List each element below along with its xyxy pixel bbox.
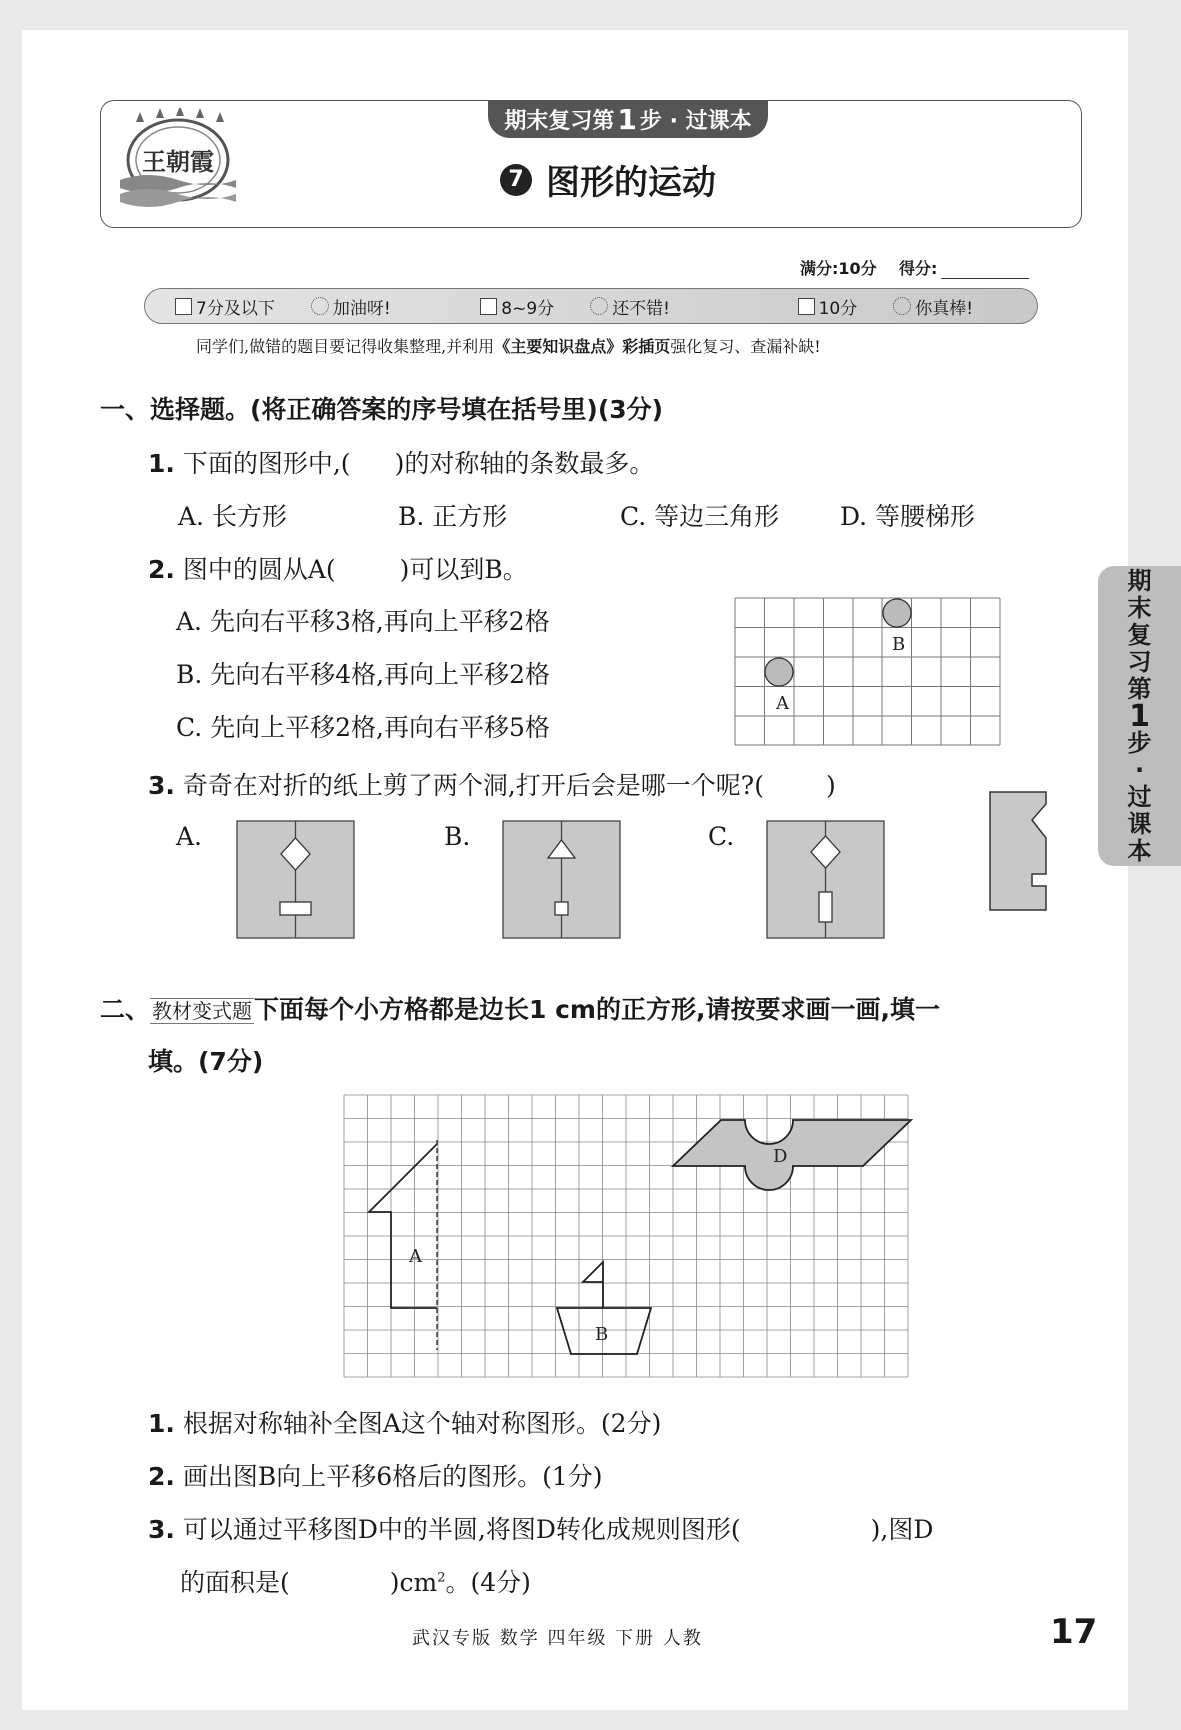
section2-tag: 教材变式题	[152, 999, 253, 1023]
side-tab-char: ·	[1134, 755, 1145, 784]
question-text: 的面积是(	[180, 1568, 290, 1597]
grid-figure-q2	[734, 597, 1004, 747]
score-line	[800, 256, 1029, 279]
note-bold: 《主要知识盘点》彩插页	[494, 337, 671, 356]
page-title: 图形的运动	[546, 163, 716, 203]
eval-comment: 你真棒!	[915, 298, 974, 319]
question-2-3-line2	[180, 1563, 531, 1599]
side-tab-char: 过	[1127, 782, 1152, 811]
question-1-2	[148, 550, 528, 586]
question-2-3	[148, 1510, 933, 1546]
eval-comment: 加油呀!	[332, 298, 391, 319]
section2-prefix: 二、	[100, 995, 151, 1024]
side-tab-char: 课	[1127, 809, 1152, 838]
figure-d	[673, 1120, 911, 1190]
question-text: ),图D	[870, 1515, 934, 1544]
label-a: A	[409, 1246, 422, 1267]
side-tab-char: 期	[1127, 566, 1152, 595]
option-a: A. 长方形	[178, 502, 287, 531]
option-a: A.	[176, 822, 203, 851]
smiley-icon	[590, 297, 608, 315]
figure-b-flag	[583, 1262, 603, 1308]
step-banner	[488, 100, 768, 138]
eval-checkbox[interactable]	[480, 298, 497, 315]
side-tab-char: 第	[1127, 674, 1152, 703]
question-1-1	[148, 444, 654, 480]
banner-step: 1	[617, 102, 637, 136]
question-text: 。(4分)	[445, 1568, 531, 1597]
note-text-end: 强化复习、查漏补缺!	[670, 337, 821, 356]
choice-figure-b	[502, 820, 622, 940]
side-tab-char: 步	[1127, 728, 1152, 757]
question-text: 画出图B向上平移6格后的图形。(1分)	[182, 1462, 603, 1491]
label-b: B	[595, 1324, 609, 1345]
eval-range: 8~9分	[501, 298, 555, 319]
banner-prefix: 期末复习第	[504, 108, 615, 134]
option-c: C.	[708, 822, 735, 851]
section1-heading: 一、选择题。(将正确答案的序号填在括号里)(3分)	[100, 395, 664, 424]
option-b: B.	[444, 822, 471, 851]
option-b: B. 先向右平移4格,再向上平移2格	[176, 660, 551, 689]
eval-item	[175, 294, 462, 319]
question-text: 奇奇在对折的纸上剪了两个洞,打开后会是哪一个呢?(	[182, 771, 764, 800]
option-c: C. 先向上平移2格,再向右平移5格	[176, 713, 550, 742]
eval-item	[798, 294, 1037, 319]
side-tab-char: 末	[1127, 593, 1152, 622]
label-a: A	[776, 693, 789, 714]
unit-title-row	[500, 155, 716, 204]
eval-comment: 还不错!	[612, 298, 671, 319]
note-text: 同学们,做错的题目要记得收集整理,并利用	[196, 337, 495, 356]
eval-range: 7分及以下	[196, 298, 275, 319]
question-text: 下面的图形中,(	[182, 449, 351, 478]
question-2-1	[148, 1404, 661, 1440]
side-tab-char: 习	[1127, 647, 1152, 676]
question-text: 图中的圆从A(	[182, 555, 336, 584]
unit-text: )cm	[389, 1568, 438, 1597]
full-score: 满分:10分	[800, 259, 877, 278]
choice-figure-c	[766, 820, 886, 940]
circle-a	[765, 658, 793, 686]
page-number: 17	[1050, 1612, 1098, 1652]
question-number: 3.	[148, 1515, 175, 1544]
logo-text: 王朝霞	[142, 147, 214, 176]
eval-checkbox[interactable]	[798, 298, 815, 315]
question-number: 2.	[148, 1462, 175, 1491]
question-number: 2.	[148, 555, 175, 584]
label-d: D	[773, 1146, 788, 1167]
score-blank[interactable]	[941, 278, 1029, 279]
smiley-icon	[893, 297, 911, 315]
folded-paper-figure	[988, 790, 1050, 914]
smiley-icon	[311, 297, 329, 315]
score-label: 得分:	[898, 259, 938, 278]
option-c: C. 等边三角形	[620, 502, 780, 531]
footer-text: 武汉专版 数学 四年级 下册 人教	[412, 1628, 703, 1649]
question-2-2	[148, 1457, 603, 1493]
eval-range: 10分	[818, 298, 858, 319]
eval-item	[480, 294, 779, 319]
section2-text-line2: 填。(7分)	[148, 1047, 264, 1076]
question-1-3	[148, 766, 836, 802]
question-number: 1.	[148, 449, 175, 478]
side-tab-char: 1	[1129, 698, 1150, 734]
instruction-note	[196, 334, 821, 357]
option-b: B. 正方形	[398, 502, 508, 531]
question-text: )	[825, 771, 836, 800]
question-number: 3.	[148, 771, 175, 800]
banner-suffix: 步 · 过课本	[639, 108, 752, 134]
side-tab	[1098, 566, 1181, 866]
choice-figure-a	[236, 820, 356, 940]
unit-superscript: 2	[437, 1570, 446, 1586]
publisher-logo	[118, 108, 236, 214]
question-number: 1.	[148, 1409, 175, 1438]
label-b: B	[892, 634, 906, 655]
grid-figure-section2	[343, 1094, 913, 1380]
option-a: A. 先向右平移3格,再向上平移2格	[176, 607, 550, 636]
section2-heading	[100, 990, 940, 1026]
unit-number-badge: 7	[500, 164, 532, 196]
question-text: 可以通过平移图D中的半圆,将图D转化成规则图形(	[182, 1515, 741, 1544]
self-evaluation-bar	[144, 288, 1038, 324]
question-text: 根据对称轴补全图A这个轴对称图形。(2分)	[182, 1409, 662, 1438]
question-text: )可以到B。	[399, 555, 528, 584]
question-text: )的对称轴的条数最多。	[394, 449, 655, 478]
side-tab-char: 复	[1127, 620, 1152, 649]
side-tab-char: 本	[1127, 836, 1152, 865]
circle-b	[883, 599, 911, 627]
eval-checkbox[interactable]	[175, 298, 192, 315]
figure-a	[369, 1144, 437, 1308]
section2-text: 下面每个小方格都是边长1 cm的正方形,请按要求画一画,填一	[254, 995, 940, 1024]
option-d: D. 等腰梯形	[840, 502, 976, 531]
